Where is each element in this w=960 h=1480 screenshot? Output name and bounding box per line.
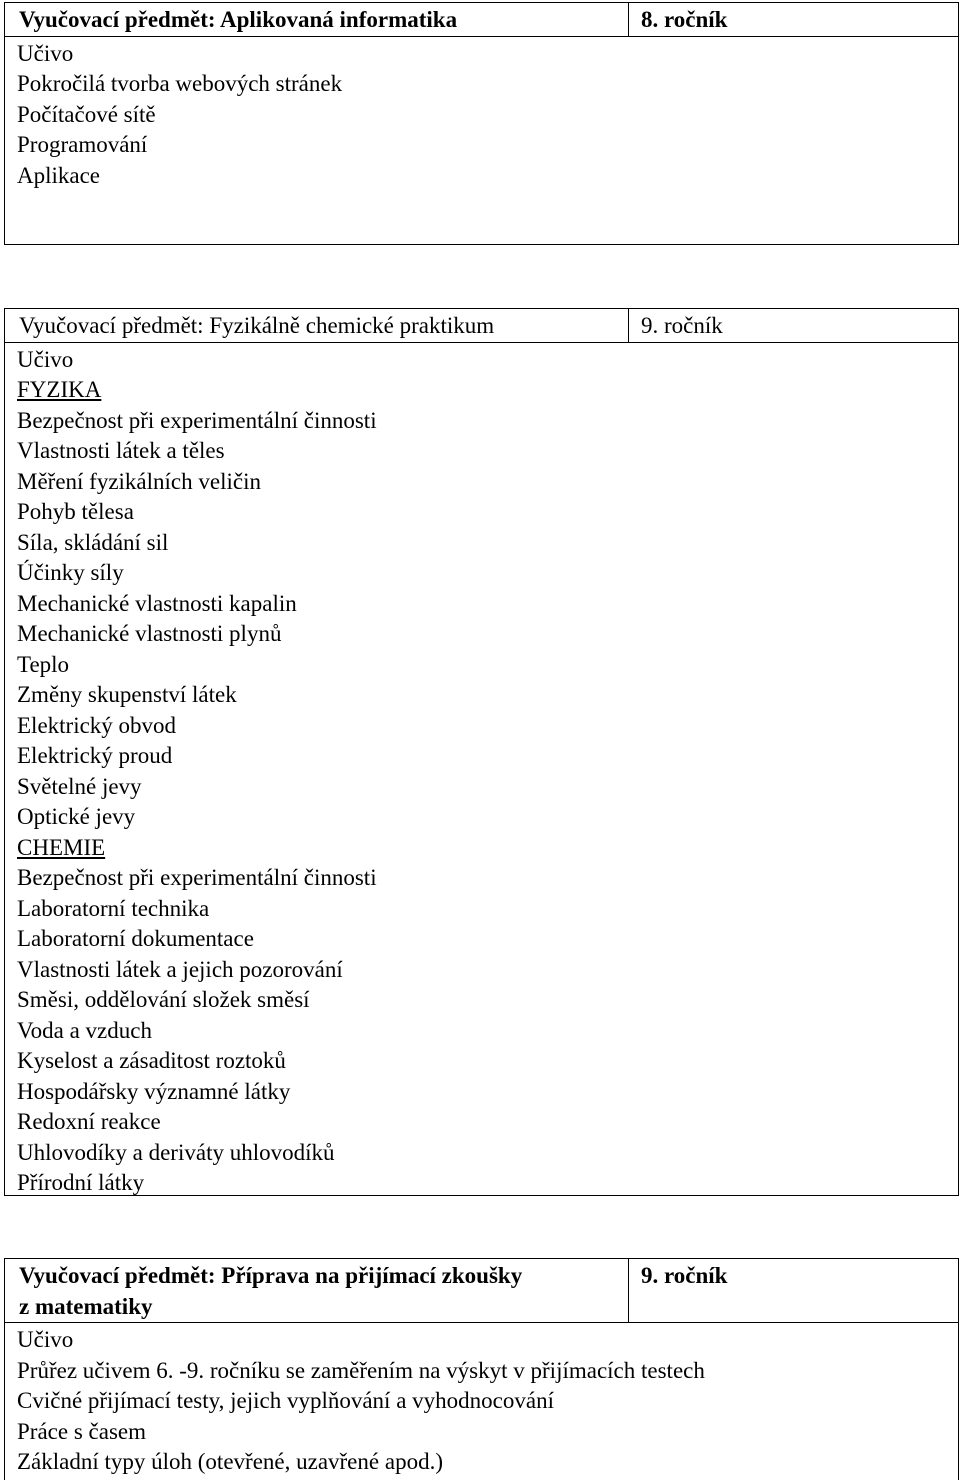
list-item: Směsi, oddělování složek směsí [17, 987, 310, 1012]
list-item: Redoxní reakce [17, 1109, 161, 1134]
list-item: Kyselost a zásaditost roztoků [17, 1048, 286, 1073]
list-item: Světelné jevy [17, 773, 142, 799]
list-item: Měření fyzikálních veličin [17, 468, 261, 494]
list-item: Mechanické vlastnosti plynů [17, 621, 282, 646]
curriculum-content [5, 37, 958, 192]
list-item: Účinky síly [17, 560, 124, 585]
grade-label: 8. ročník [641, 7, 728, 32]
curriculum-label: Učivo [17, 1327, 74, 1352]
subject-header [5, 3, 958, 37]
list-item: Práce s časem [17, 1418, 146, 1444]
list-item: Vlastnosti látek a těles [17, 438, 225, 463]
subject-title: Vyučovací předmět: Fyzikálně chemické praktikum [5, 309, 629, 342]
list-item: Programování [17, 132, 148, 157]
list-item: Průřez učivem 6. -9. ročníku se zaměřením na výskyt v přijímacích testech [17, 1357, 705, 1383]
curriculum-content [5, 1323, 958, 1478]
subject-title-line: Vyučovací předmět: Příprava na přijímací zkoušky [19, 1263, 523, 1288]
physics-heading: FYZIKA [17, 377, 102, 402]
list-item: Pohyb tělesa [17, 499, 134, 524]
list-item: Uhlovodíky a deriváty uhlovodíků [17, 1139, 335, 1165]
list-item: Počítačové sítě [17, 101, 156, 127]
list-item: Cvičné přijímací testy, jejich vyplňování a vyhodnocování [17, 1388, 554, 1413]
curriculum-label: Učivo [17, 346, 74, 372]
grade-label: 9. ročník [641, 1263, 728, 1288]
list-item: Aplikace [17, 162, 101, 188]
subject-title: Vyučovací předmět: Aplikovaná informatika [5, 3, 629, 36]
list-item: Pokročilá tvorba webových stránek [17, 71, 343, 96]
grade-label: 9. ročník [641, 313, 723, 338]
list-item: Základní typy úloh (otevřené, uzavřené apod.) [17, 1449, 443, 1474]
list-item: Voda a vzduch [17, 1017, 152, 1043]
curriculum-content [5, 343, 958, 1199]
list-item: Elektrický proud [17, 743, 173, 768]
subject-title-line: z matematiky [19, 1293, 153, 1319]
list-item: Optické jevy [17, 804, 136, 829]
subject-table-math-exam-prep [4, 1258, 959, 1480]
list-item: Přírodní látky [17, 1170, 145, 1195]
subject-table-physics-chemistry [4, 308, 959, 1196]
list-item: Vlastnosti látek a jejich pozorování [17, 956, 343, 982]
subject-table-applied-informatics [4, 2, 959, 245]
list-item: Hospodářsky významné látky [17, 1078, 291, 1104]
list-item: Elektrický obvod [17, 712, 177, 738]
list-item: Síla, skládání sil [17, 529, 169, 555]
chemistry-heading: CHEMIE [17, 834, 106, 860]
list-item: Bezpečnost při experimentální činnosti [17, 865, 377, 890]
subject-header [5, 1259, 958, 1323]
list-item: Mechanické vlastnosti kapalin [17, 590, 297, 616]
list-item: Změny skupenství látek [17, 682, 237, 707]
curriculum-label: Učivo [17, 40, 74, 66]
list-item: Teplo [17, 651, 70, 677]
subject-header [5, 309, 958, 343]
subject-title [5, 1259, 629, 1322]
list-item: Bezpečnost při experimentální činnosti [17, 407, 377, 433]
list-item: Laboratorní technika [17, 895, 210, 921]
list-item: Laboratorní dokumentace [17, 926, 254, 951]
